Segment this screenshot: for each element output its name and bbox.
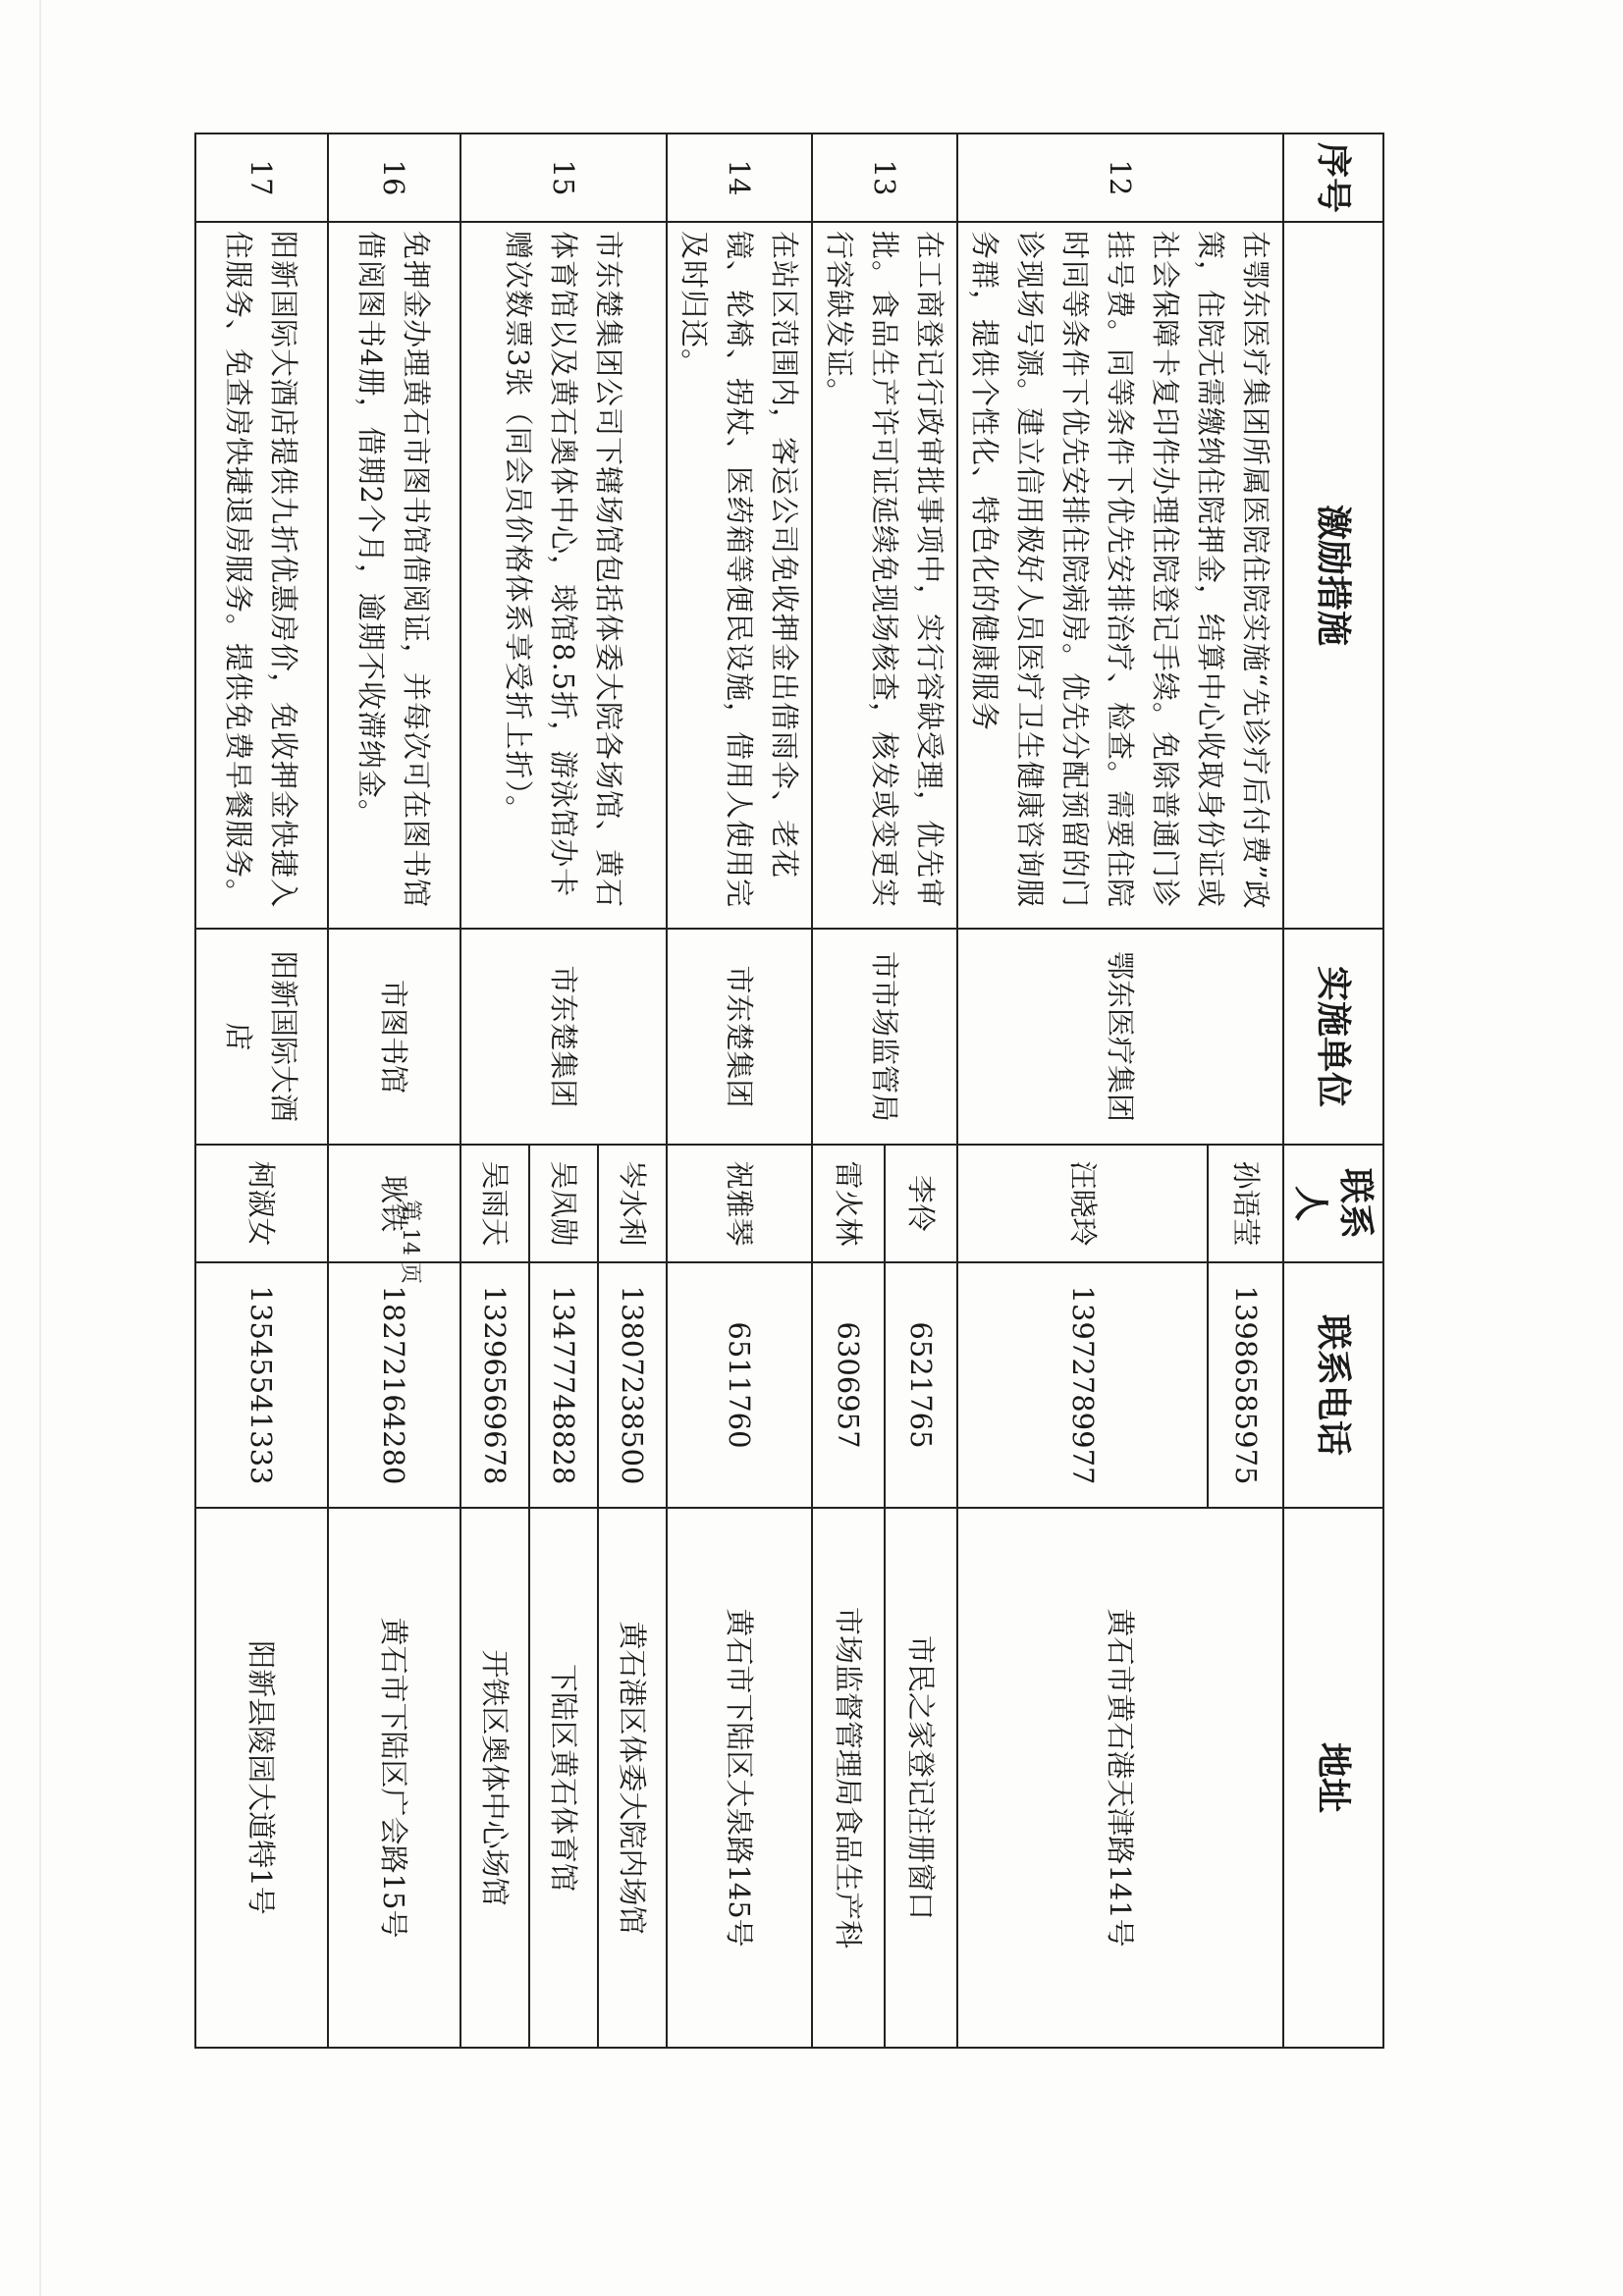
incentive-table <box>194 133 1384 2049</box>
row-phone: 13477748828 <box>529 1262 598 1508</box>
row-no: 12 <box>957 133 1283 222</box>
header-measure: 激励措施 <box>1283 222 1383 929</box>
page-number: 第 14 页 <box>398 1200 422 1284</box>
row-person: 祝雅琴 <box>667 1145 812 1262</box>
row-phone: 6521765 <box>885 1262 957 1508</box>
row-phone: 18272164280 <box>328 1262 460 1508</box>
row-measure: 在工商登记行政审批事项中，实行容缺受理，优先审批。食品生产许可证延续免现场核查，核发或变更实行容缺发证。 <box>812 222 957 929</box>
row-addr: 黄石市下陆区大泉路145号 <box>667 1508 812 2048</box>
row-phone: 13972789977 <box>957 1262 1208 1508</box>
row-measure: 阳新国际大酒店提供九折优惠房价，免收押金快捷入住服务、免查房快捷退房服务。提供免费早餐服务。 <box>195 222 328 929</box>
row-person: 雷火林 <box>812 1145 885 1262</box>
row-measure: 在鄂东医疗集团所属医院住院实施“先诊疗后付费”政策，住院无需缴纳住院押金，结算中心收取身份证或社会保障卡复印件办理住院登记手续。免除普通门诊挂号费。同等条件下优先安排治疗、检查。需要住院时同等条件下优先安排住院病房。优先分配预留的门诊现场号源。建立信用极好人员医疗卫生健康咨询服务群，提供个性化、特色化的健康服务 <box>957 222 1283 929</box>
row-unit: 市东楚集团 <box>460 929 667 1145</box>
row-measure: 在站区范围内，客运公司免收押金出借雨伞、老花镜、轮椅、拐杖、医药箱等便民设施，借用人使用完及时归还。 <box>667 222 812 929</box>
table-row <box>598 133 667 2048</box>
row-addr: 下陆区黄石体育馆 <box>529 1508 598 2048</box>
row-no: 14 <box>667 133 812 222</box>
row-unit: 市市场监管局 <box>812 929 957 1145</box>
row-addr: 黄石市黄石港天津路141号 <box>957 1508 1283 2048</box>
table-row <box>885 133 957 2048</box>
row-phone: 13296569678 <box>460 1262 529 1508</box>
row-person: 孙语莹 <box>1208 1145 1283 1262</box>
row-phone: 6511760 <box>667 1262 812 1508</box>
row-addr: 市场监督管理局食品生产科 <box>812 1508 885 2048</box>
row-person: 岑水利 <box>598 1145 667 1262</box>
rotated-table-region <box>222 133 1384 2047</box>
row-person: 吴雨天 <box>460 1145 529 1262</box>
row-person: 汪晓玲 <box>957 1145 1208 1262</box>
row-phone: 6306957 <box>812 1262 885 1508</box>
table-row <box>1208 133 1283 2048</box>
row-person: 吴凤勋 <box>529 1145 598 1262</box>
row-unit: 市图书馆 <box>328 929 460 1145</box>
header-unit: 实施单位 <box>1283 929 1383 1145</box>
row-unit: 市东楚集团 <box>667 929 812 1145</box>
row-no: 16 <box>328 133 460 222</box>
header-person: 联系人 <box>1283 1145 1383 1262</box>
row-unit: 阳新国际大酒店 <box>195 929 328 1145</box>
row-person: 柯淑女 <box>195 1145 328 1262</box>
table-header-row <box>1283 133 1383 2048</box>
row-addr: 阳新县陵园大道特1号 <box>195 1508 328 2048</box>
table-row <box>195 133 328 2048</box>
row-unit: 鄂东医疗集团 <box>957 929 1283 1145</box>
row-measure: 市东楚集团公司下辖场馆包括体委大院各场馆、黄石体育馆以及黄石奥体中心，球馆8.5折，游泳馆办卡赠次数票3张（同会员价格体系享受折上折）。 <box>460 222 667 929</box>
row-person: 李伶 <box>885 1145 957 1262</box>
row-phone: 13807238500 <box>598 1262 667 1508</box>
header-no: 序号 <box>1283 133 1383 222</box>
row-no: 17 <box>195 133 328 222</box>
row-person: 耿铁 <box>328 1145 460 1262</box>
row-phone: 13986585975 <box>1208 1262 1283 1508</box>
row-addr: 市民之家登记注册窗口 <box>885 1508 957 2048</box>
row-addr: 开铁区奥体中心场馆 <box>460 1508 529 2048</box>
table-row <box>667 133 812 2048</box>
row-no: 15 <box>460 133 667 222</box>
row-no: 13 <box>812 133 957 222</box>
row-addr: 黄石港区体委大院内场馆 <box>598 1508 667 2048</box>
row-addr: 黄石市下陆区广会路15号 <box>328 1508 460 2048</box>
row-measure: 免押金办理黄石市图书馆借阅证，并每次可在图书馆借阅图书4册，借期2个月，逾期不收滞纳金。 <box>328 222 460 929</box>
table-row <box>328 133 460 2048</box>
scan-edge-line <box>39 0 41 2296</box>
header-addr: 地址 <box>1283 1508 1383 2048</box>
row-phone: 13545541333 <box>195 1262 328 1508</box>
header-phone: 联系电话 <box>1283 1262 1383 1508</box>
